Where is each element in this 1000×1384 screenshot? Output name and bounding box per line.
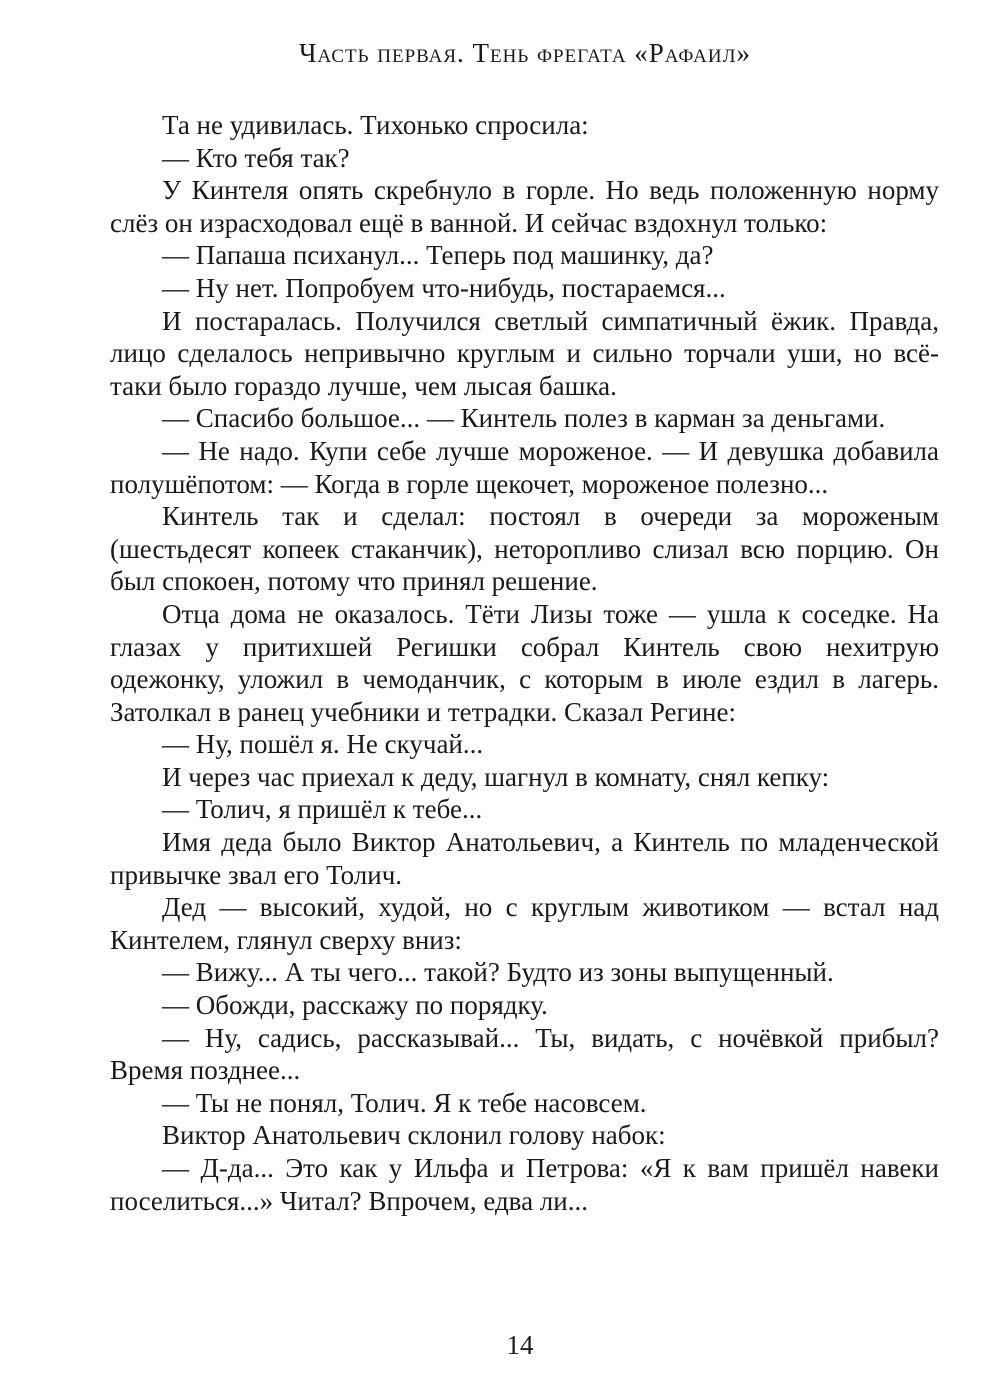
paragraph: И постаралась. Получился светлый симпатичный ёжик. Правда, лицо сделалось непривычно круглым и сильно торчали уши, но всё-таки было гораздо лучше, чем лысая башка.: [110, 305, 939, 401]
paragraph: Отца дома не оказалось. Тёти Лизы тоже — ушла к соседке. На глазах у притихшей Регишки собрал Кинтель свою нехитрую одежонку, уложил в чемоданчик, с которым в июле ездил в лагерь. Затолкал в ранец учебники и тетрадки. Сказал Регине:: [110, 598, 939, 727]
paragraph: И через час приехал к деду, шагнул в комнату, снял кепку:: [162, 761, 830, 792]
body-text: [110, 109, 939, 1217]
paragraph: — Вижу... А ты чего... такой? Будто из зоны выпущенный.: [162, 957, 834, 988]
paragraph: Имя деда было Виктор Анатольевич, а Кинтель по младенческой привычке звал его Толич.: [110, 827, 939, 890]
paragraph: У Кинтеля опять скребнуло в горле. Но ведь положенную норму слёз он израсходовал ещё в ванной. И сейчас вздохнул только:: [110, 175, 939, 238]
page-number: 14: [506, 1330, 534, 1360]
paragraph: Дед — высокий, худой, но с круглым животиком — встал над Кинтелем, глянул сверху вниз:: [110, 892, 939, 955]
paragraph: — Ну нет. Попробуем что-нибудь, постараемся...: [162, 272, 726, 303]
paragraph: — Обожди, расскажу по порядку.: [162, 990, 548, 1021]
paragraph: — Спасибо большое... — Кинтель полез в карман за деньгами.: [162, 403, 886, 434]
paragraph: Виктор Анатольевич склонил голову набок:: [162, 1120, 666, 1151]
paragraph: Кинтель так и сделал: постоял в очереди за мороженым (шестьдесят копеек стаканчик), неторопливо слизал всю порцию. Он был спокоен, потому что принял решение.: [110, 501, 939, 597]
paragraph: — Папаша психанул... Теперь под машинку, да?: [162, 240, 714, 271]
paragraph: Та не удивилась. Тихонько спросила:: [162, 110, 589, 140]
paragraph: — Ну, садись, рассказывай... Ты, видать, с ночёвкой прибыл? Время позднее...: [110, 1022, 939, 1086]
paragraph: — Д-да... Это как у Ильфа и Петрова: «Я к вам пришёл навеки поселиться...» Читал? Впрочем, едва ли...: [110, 1153, 939, 1216]
paragraph: — Ну, пошёл я. Не скучай...: [162, 729, 484, 760]
running-head: Часть первая. Тень фрегата «Рафаил»: [299, 38, 751, 68]
paragraph: — Толич, я пришёл к тебе...: [162, 794, 483, 825]
paragraph: — Кто тебя так?: [162, 142, 350, 173]
paragraph: — Ты не понял, Толич. Я к тебе насовсем.: [162, 1087, 647, 1118]
paragraph: — Не надо. Купи себе лучше мороженое. — И девушка добавила полушёпотом: — Когда в горле щекочет, мороженое полезно...: [110, 435, 939, 499]
